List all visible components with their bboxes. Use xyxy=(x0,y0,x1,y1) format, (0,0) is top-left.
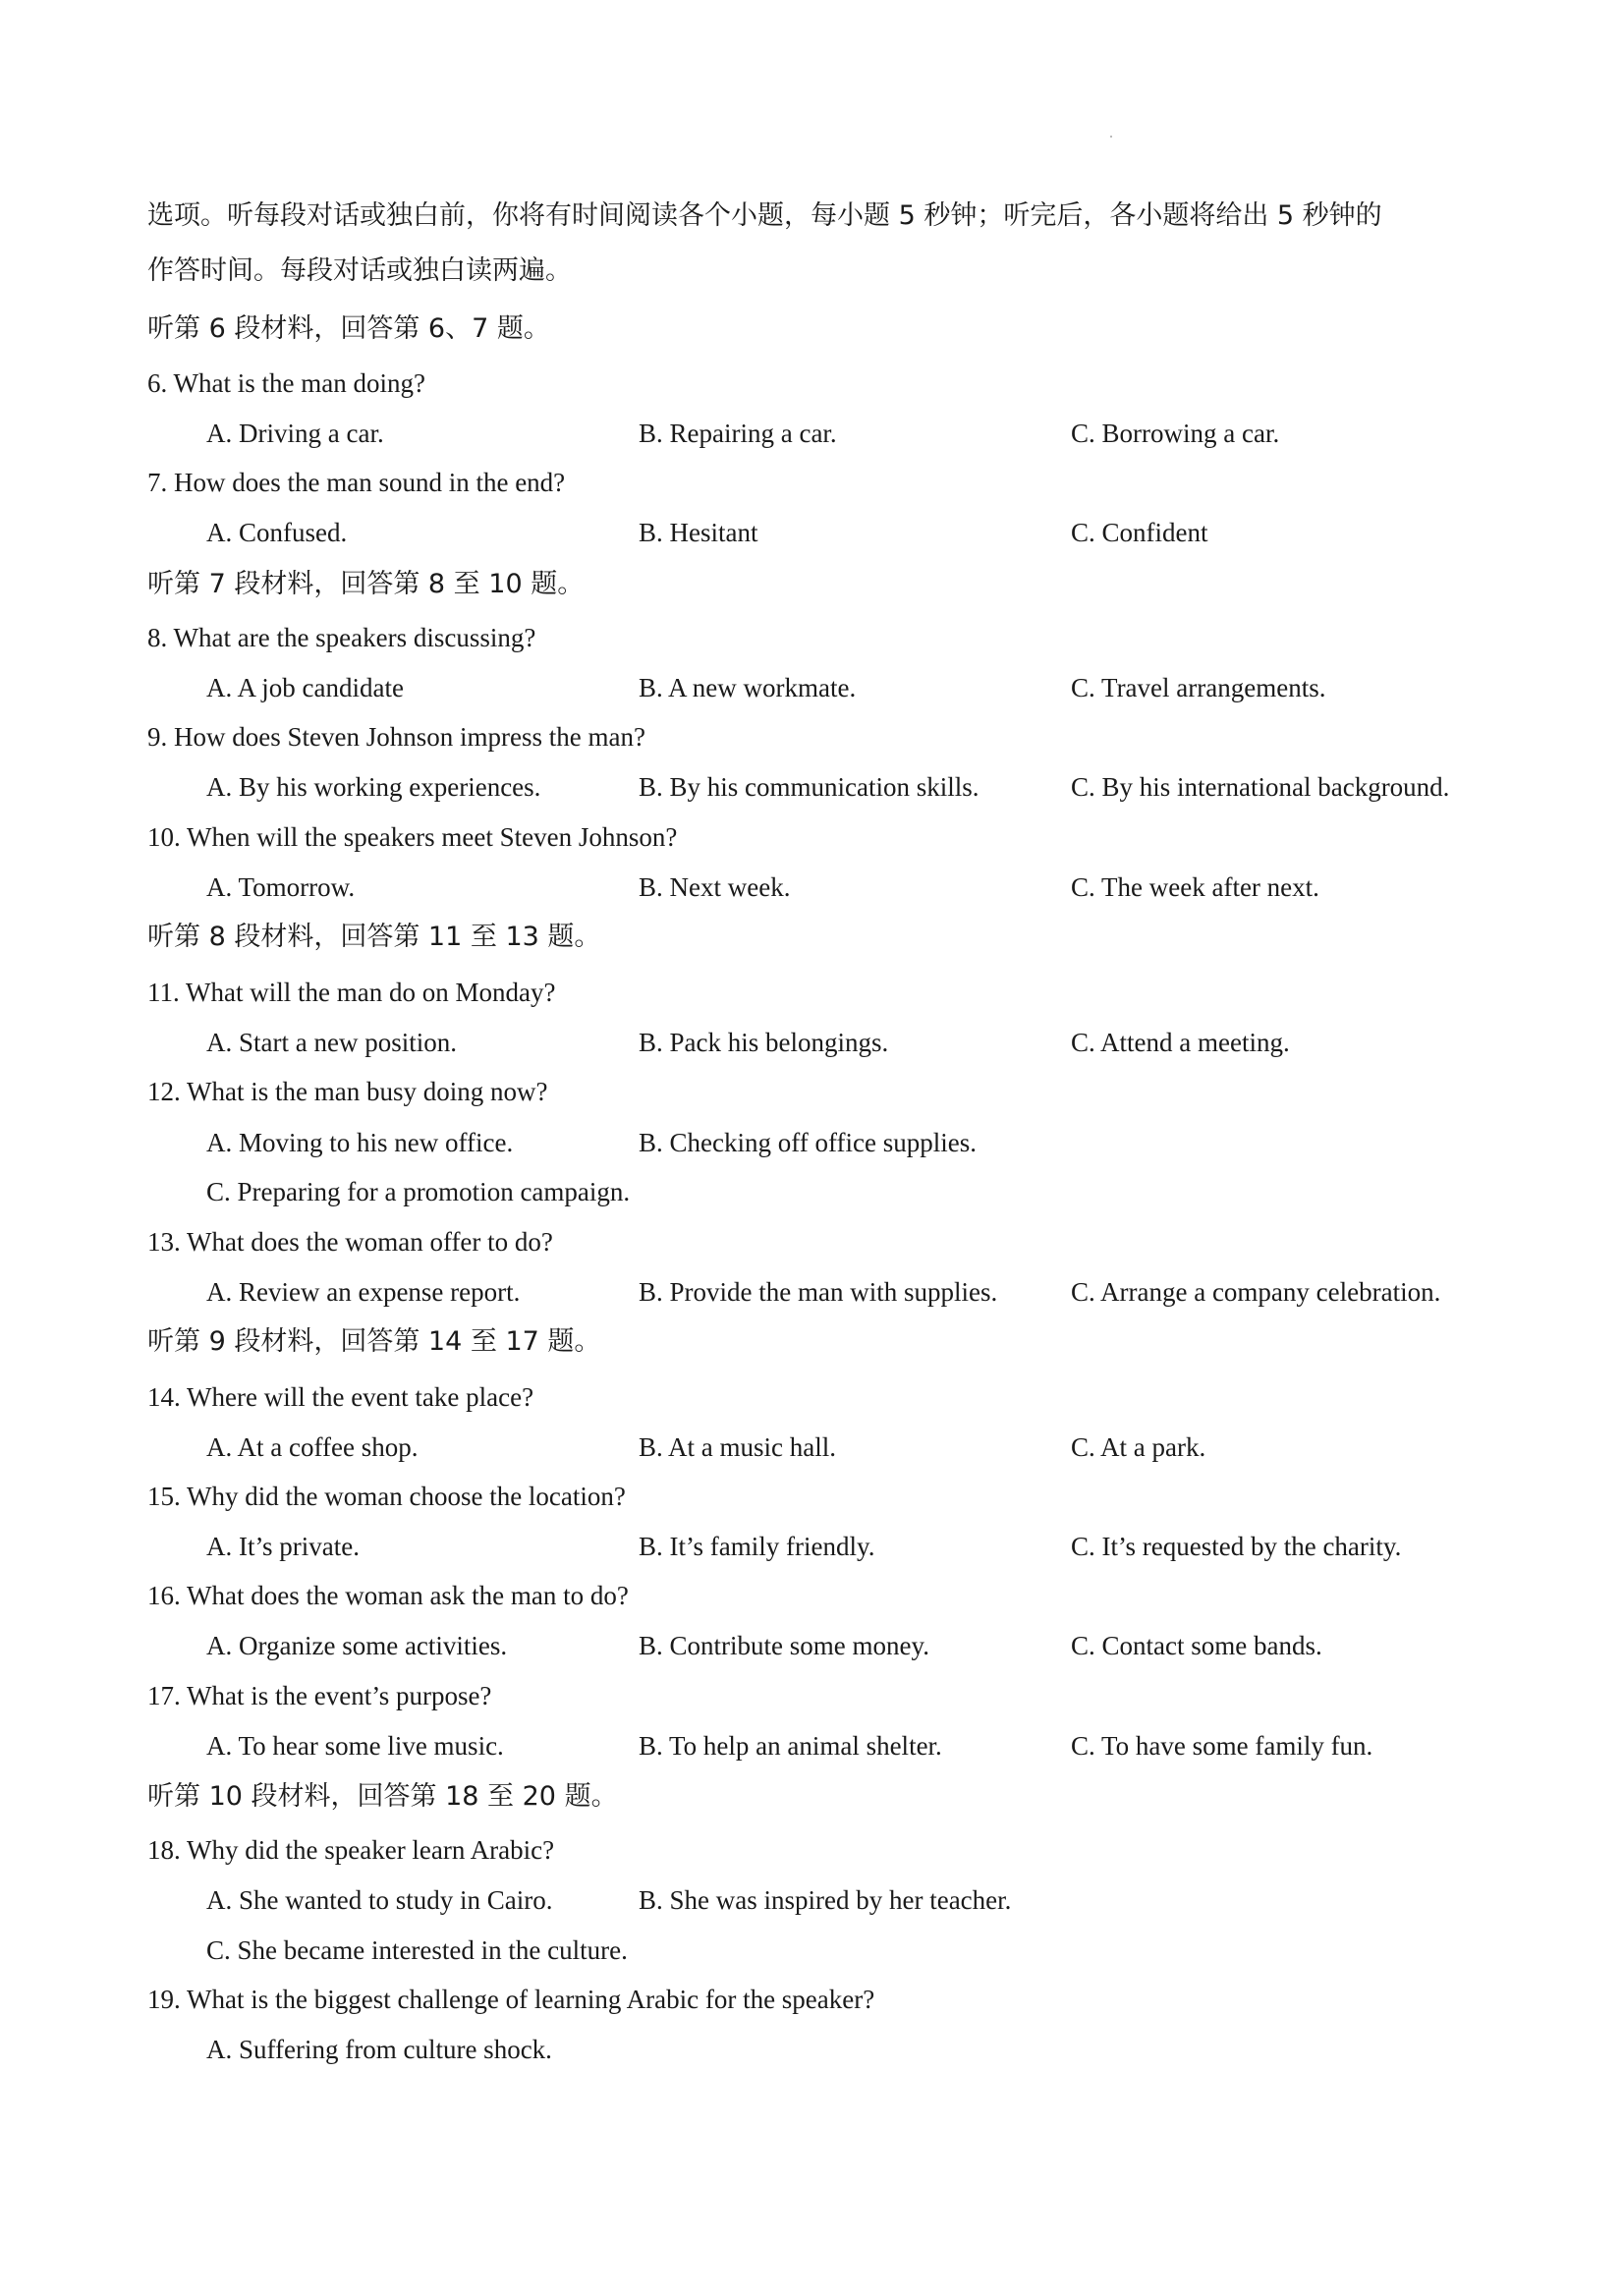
question-14-option-b: B. At a music hall. xyxy=(639,1432,836,1462)
question-6-option-b: B. Repairing a car. xyxy=(639,419,837,448)
intro-line-2: 作答时间。每段对话或独白读两遍。 xyxy=(147,255,572,286)
question-12-option-c: C. Preparing for a promotion campaign. xyxy=(206,1177,631,1206)
section-heading-8: 听第 8 段材料，回答第 11 至 13 题。 xyxy=(147,922,601,952)
question-10-option-c: C. The week after next. xyxy=(1071,872,1319,902)
question-12-option-b: B. Checking off office supplies. xyxy=(639,1128,977,1157)
question-18-stem: 18. Why did the speaker learn Arabic? xyxy=(147,1835,555,1865)
section-heading-6: 听第 6 段材料，回答第 6、7 题。 xyxy=(147,313,550,344)
question-13-option-c: C. Arrange a company celebration. xyxy=(1071,1277,1441,1307)
question-14-option-a: A. At a coffee shop. xyxy=(206,1432,419,1462)
question-10-option-a: A. Tomorrow. xyxy=(206,872,356,902)
question-13-option-a: A. Review an expense report. xyxy=(206,1277,521,1307)
question-16-stem: 16. What does the woman ask the man to do? xyxy=(147,1581,629,1610)
question-8-option-b: B. A new workmate. xyxy=(639,673,857,702)
question-17-option-c: C. To have some family fun. xyxy=(1071,1731,1373,1761)
section-heading-7: 听第 7 段材料，回答第 8 至 10 题。 xyxy=(147,569,585,599)
question-14-option-c: C. At a park. xyxy=(1071,1432,1206,1462)
question-14-stem: 14. Where will the event take place? xyxy=(147,1382,534,1412)
question-9-option-a: A. By his working experiences. xyxy=(206,772,541,802)
question-18-option-c: C. She became interested in the culture. xyxy=(206,1935,628,1965)
question-10-option-b: B. Next week. xyxy=(639,872,791,902)
question-13-option-b: B. Provide the man with supplies. xyxy=(639,1277,998,1307)
question-6-option-a: A. Driving a car. xyxy=(206,419,384,448)
question-11-option-a: A. Start a new position. xyxy=(206,1028,457,1057)
question-8-option-c: C. Travel arrangements. xyxy=(1071,673,1326,702)
question-7-option-a: A. Confused. xyxy=(206,518,348,547)
question-17-option-b: B. To help an animal shelter. xyxy=(639,1731,942,1761)
question-7-option-c: C. Confident xyxy=(1071,518,1208,547)
question-19-stem: 19. What is the biggest challenge of learning Arabic for the speaker? xyxy=(147,1985,875,2014)
question-19-option-a: A. Suffering from culture shock. xyxy=(206,2035,552,2064)
question-7-option-b: B. Hesitant xyxy=(639,518,758,547)
question-15-option-b: B. It’s family friendly. xyxy=(639,1532,875,1561)
question-10-stem: 10. When will the speakers meet Steven Johnson? xyxy=(147,822,678,852)
scan-speck xyxy=(1110,136,1112,138)
question-12-stem: 12. What is the man busy doing now? xyxy=(147,1077,548,1106)
question-6-option-c: C. Borrowing a car. xyxy=(1071,419,1280,448)
question-16-option-c: C. Contact some bands. xyxy=(1071,1631,1322,1660)
intro-line-1: 选项。听每段对话或独白前，你将有时间阅读各个小题，每小题 5 秒钟；听完后，各小题将给出 5 秒钟的 xyxy=(147,200,1382,231)
question-9-stem: 9. How does Steven Johnson impress the man? xyxy=(147,722,645,752)
question-16-option-a: A. Organize some activities. xyxy=(206,1631,508,1660)
question-11-stem: 11. What will the man do on Monday? xyxy=(147,978,556,1007)
question-18-option-b: B. She was inspired by her teacher. xyxy=(639,1885,1012,1915)
question-18-option-a: A. She wanted to study in Cairo. xyxy=(206,1885,553,1915)
question-6-stem: 6. What is the man doing? xyxy=(147,368,425,398)
section-heading-10: 听第 10 段材料，回答第 18 至 20 题。 xyxy=(147,1781,618,1812)
question-12-option-a: A. Moving to his new office. xyxy=(206,1128,514,1157)
question-17-stem: 17. What is the event’s purpose? xyxy=(147,1681,492,1710)
question-17-option-a: A. To hear some live music. xyxy=(206,1731,504,1761)
question-13-stem: 13. What does the woman offer to do? xyxy=(147,1227,553,1257)
question-7-stem: 7. How does the man sound in the end? xyxy=(147,468,566,497)
section-heading-9: 听第 9 段材料，回答第 14 至 17 题。 xyxy=(147,1326,601,1357)
question-15-stem: 15. Why did the woman choose the location? xyxy=(147,1482,626,1511)
question-16-option-b: B. Contribute some money. xyxy=(639,1631,929,1660)
question-8-stem: 8. What are the speakers discussing? xyxy=(147,623,536,652)
question-8-option-a: A. A job candidate xyxy=(206,673,404,702)
question-15-option-c: C. It’s requested by the charity. xyxy=(1071,1532,1402,1561)
question-9-option-b: B. By his communication skills. xyxy=(639,772,979,802)
question-11-option-c: C. Attend a meeting. xyxy=(1071,1028,1290,1057)
question-9-option-c: C. By his international background. xyxy=(1071,772,1450,802)
question-15-option-a: A. It’s private. xyxy=(206,1532,360,1561)
question-11-option-b: B. Pack his belongings. xyxy=(639,1028,889,1057)
